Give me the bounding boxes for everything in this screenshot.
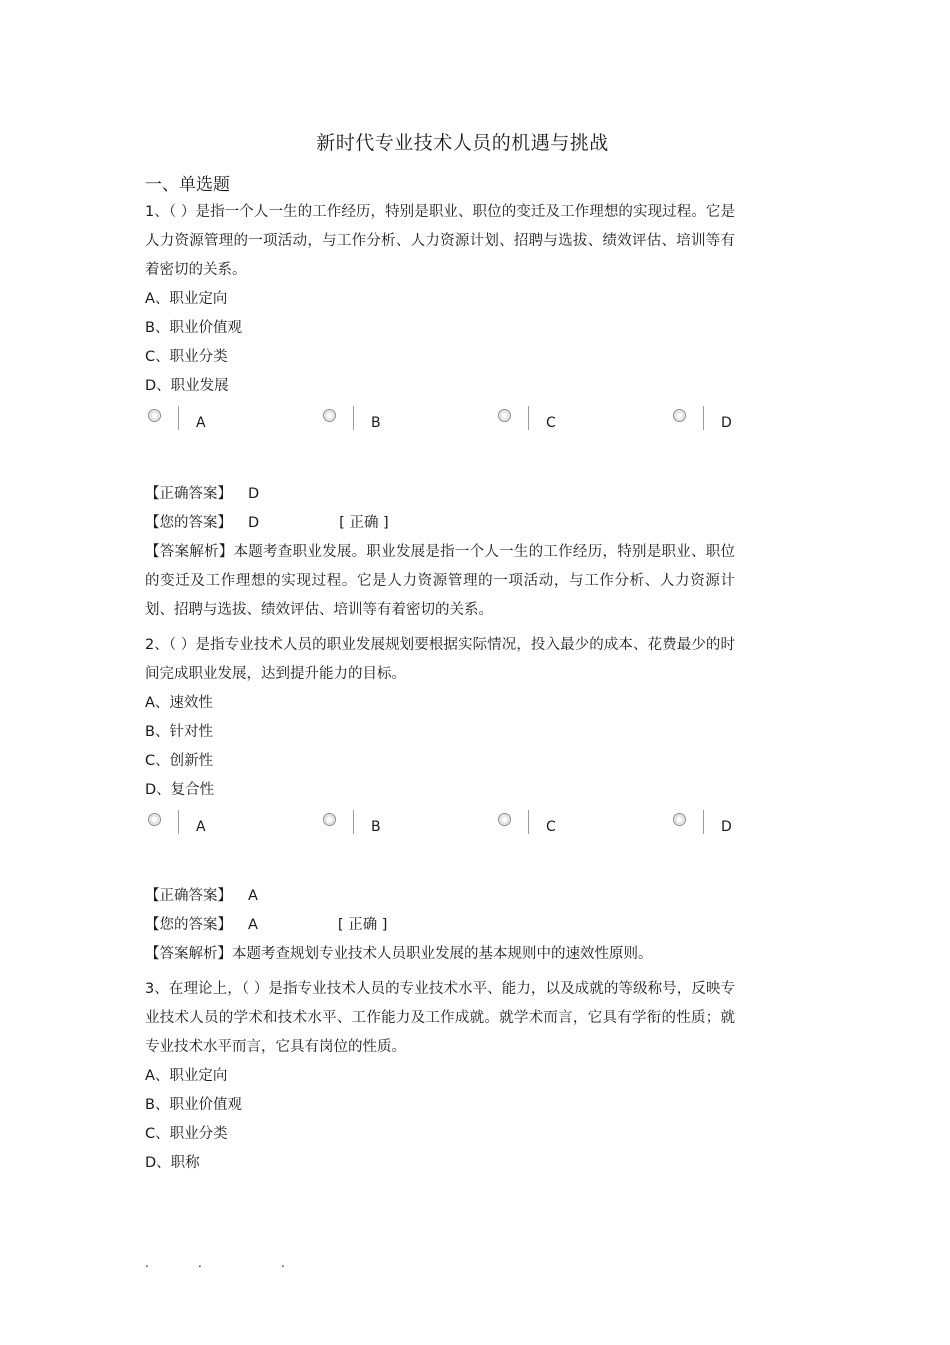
option-d: D、职业发展 [145,378,229,394]
footer-dot: . [198,1256,202,1270]
radio-label: B [371,415,381,431]
separator [703,810,704,834]
option-b: B、职业价值观 [145,1097,242,1113]
radio-button-icon[interactable] [673,813,686,826]
option-c: C、创新性 [145,753,214,769]
question-2-answers [145,882,735,969]
option-a: A、速效性 [145,695,213,711]
correct-answer-line [145,882,735,911]
radio-button-icon[interactable] [673,409,686,422]
your-answer-value: D [248,515,260,531]
separator [353,810,354,834]
correct-answer-value: A [248,888,258,904]
radio-label: D [721,819,732,835]
radio-label: D [721,415,732,431]
document-title: 新时代专业技术人员的机遇与挑战 [316,132,609,154]
question-stem: 1、（ ）是指一个人一生的工作经历，特别是职业、职位的变迁及工作理想的实现过程。它是人力资源管理的一项活动，与工作分析、人力资源计划、招聘与选拔、绩效评估、培训等有着密切的关系。 [145,204,735,278]
radio-button-icon[interactable] [148,813,161,826]
separator [178,406,179,430]
radio-button-icon[interactable] [498,813,511,826]
footer-dot: . [145,1256,149,1270]
radio-button-icon[interactable] [498,409,511,422]
separator [353,406,354,430]
correct-answer-line [145,480,735,509]
your-answer-line [145,911,735,940]
correct-answer-label: 【正确答案】 [145,888,232,904]
option-b: B、职业价值观 [145,320,242,336]
question-stem: 2、（ ）是指专业技术人员的职业发展规划要根据实际情况，投入最少的成本、花费最少的时间完成职业发展，达到提升能力的目标。 [145,637,735,682]
separator [178,810,179,834]
question-2 [145,631,735,844]
your-answer-label: 【您的答案】 [145,917,232,933]
option-b: B、针对性 [145,724,213,740]
your-answer-label: 【您的答案】 [145,515,232,531]
separator [703,406,704,430]
option-a: A、职业定向 [145,291,228,307]
separator [528,810,529,834]
answer-radio-group [145,810,735,844]
option-c: C、职业分类 [145,1126,228,1142]
radio-label: A [196,819,206,835]
question-stem: 3、在理论上，（ ）是指专业技术人员的专业技术水平、能力，以及成就的等级称号，反映专业技术人员的学术和技术水平、工作能力及工作成就。就学术而言，它具有学衔的性质；就专业技术水平而言，它具有岗位的性质。 [145,981,735,1055]
answer-analysis: 【答案解析】本题考查职业发展。职业发展是指一个人一生的工作经历，特别是职业、职位的变迁及工作理想的实现过程。它是人力资源管理的一项活动，与工作分析、人力资源计划、招聘与选拔、绩效评估、培训等有着密切的关系。 [145,544,735,618]
option-d: D、复合性 [145,782,215,798]
your-answer-line [145,509,735,538]
answer-status: [ 正确 ] [337,917,388,933]
radio-label: C [546,415,556,431]
radio-button-icon[interactable] [323,409,336,422]
radio-label: C [546,819,556,835]
section-heading: 一、单选题 [145,175,230,195]
separator [528,406,529,430]
radio-button-icon[interactable] [148,409,161,422]
question-3 [145,975,735,1178]
radio-label: B [371,819,381,835]
correct-answer-label: 【正确答案】 [145,486,232,502]
option-d: D、职称 [145,1155,200,1171]
radio-button-icon[interactable] [323,813,336,826]
option-c: C、职业分类 [145,349,228,365]
answer-radio-group [145,406,735,440]
question-1 [145,198,735,440]
option-a: A、职业定向 [145,1068,228,1084]
radio-label: A [196,415,206,431]
correct-answer-value: D [248,486,260,502]
answer-analysis: 【答案解析】本题考查规划专业技术人员职业发展的基本规则中的速效性原则。 [145,946,653,962]
answer-status: [ 正确 ] [339,515,389,531]
footer-dot: . [281,1256,285,1270]
your-answer-value: A [248,917,258,933]
question-1-answers [145,480,735,625]
